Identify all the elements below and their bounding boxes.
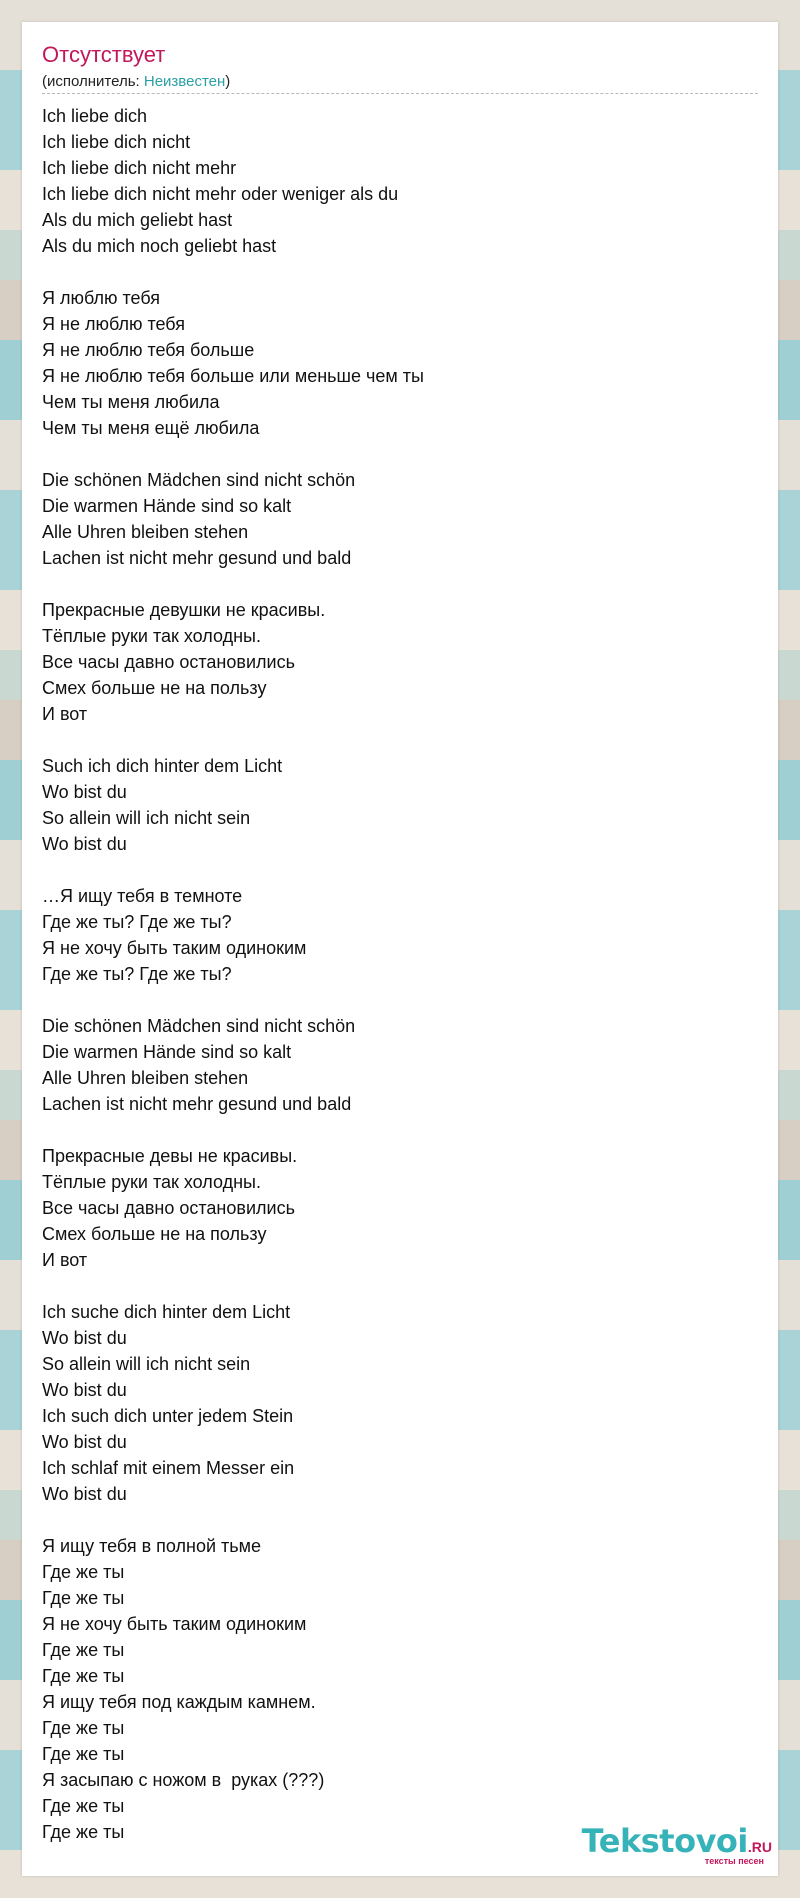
- lyric-line: Прекрасные девы не красивы.: [42, 1146, 298, 1166]
- lyric-line: Ich liebe dich: [42, 106, 148, 126]
- lyric-line: Тёплые руки так холодны.: [42, 1172, 261, 1192]
- lyric-line: Я ищу тебя под каждым камнем.: [42, 1692, 316, 1712]
- artist-suffix: ): [225, 73, 231, 90]
- lyric-line: Смех больше не на пользу: [42, 1224, 267, 1244]
- lyric-line: Als du mich geliebt hast: [42, 210, 233, 230]
- logo-tld: .RU: [747, 1839, 772, 1855]
- lyric-line: Тёплые руки так холодны.: [42, 626, 261, 646]
- lyric-line: Wo bist du: [42, 1432, 127, 1452]
- lyric-line: Где же ты: [42, 1822, 125, 1842]
- logo-name: Tekstovoi: [581, 1822, 748, 1860]
- lyric-line: Все часы давно остановились: [42, 1198, 295, 1218]
- lyric-line: Я люблю тебя: [42, 288, 161, 308]
- stanza-gap: [42, 857, 742, 883]
- lyric-line: Где же ты? Где же ты?: [42, 912, 232, 932]
- lyric-line: Где же ты: [42, 1796, 125, 1816]
- lyric-line: Где же ты: [42, 1666, 125, 1686]
- lyric-line: Я не хочу быть таким одиноким: [42, 938, 307, 958]
- lyric-line: Я не люблю тебя больше или меньше чем ты: [42, 366, 424, 386]
- lyric-line: Я не люблю тебя: [42, 314, 185, 334]
- stanza-gap: [42, 571, 742, 597]
- lyric-line: So allein will ich nicht sein: [42, 1354, 251, 1374]
- lyric-line: Als du mich noch geliebt hast: [42, 236, 277, 256]
- lyric-line: Die schönen Mädchen sind nicht schön: [42, 470, 356, 490]
- lyric-line: Чем ты меня любила: [42, 392, 220, 412]
- site-logo[interactable]: [582, 1822, 772, 1866]
- lyric-line: Ich such dich unter jedem Stein: [42, 1406, 294, 1426]
- lyric-line: Все часы давно остановились: [42, 652, 295, 672]
- lyric-line: Чем ты меня ещё любила: [42, 418, 260, 438]
- lyric-line: So allein will ich nicht sein: [42, 808, 251, 828]
- lyric-line: Ich liebe dich nicht: [42, 132, 191, 152]
- lyric-line: Wo bist du: [42, 834, 127, 854]
- lyric-line: Lachen ist nicht mehr gesund und bald: [42, 1094, 352, 1114]
- lyric-line: Die warmen Hände sind so kalt: [42, 496, 292, 516]
- lyric-line: Я не люблю тебя больше: [42, 340, 255, 360]
- lyric-line: Die warmen Hände sind so kalt: [42, 1042, 292, 1062]
- lyrics-body: [42, 103, 742, 1845]
- stanza-gap: [42, 259, 742, 285]
- lyric-line: Я ищу тебя в полной тьме: [42, 1536, 262, 1556]
- lyric-line: Где же ты: [42, 1718, 125, 1738]
- lyric-line: Я засыпаю с ножом в руках (???): [42, 1770, 325, 1790]
- lyric-line: Где же ты: [42, 1562, 125, 1582]
- stanza-gap: [42, 1507, 742, 1533]
- lyric-line: Wo bist du: [42, 1328, 127, 1348]
- header-divider: [42, 93, 758, 94]
- lyrics-card: [22, 22, 778, 1876]
- stanza-gap: [42, 441, 742, 467]
- lyric-line: Ich liebe dich nicht mehr oder weniger als du: [42, 184, 399, 204]
- lyric-line: Прекрасные девушки не красивы.: [42, 600, 326, 620]
- lyric-line: Alle Uhren bleiben stehen: [42, 522, 249, 542]
- artist-line: [42, 73, 230, 90]
- lyric-line: Смех больше не на пользу: [42, 678, 267, 698]
- logo-tagline: тексты песен: [704, 1856, 764, 1866]
- artist-prefix: (исполнитель:: [42, 73, 144, 90]
- lyric-line: Где же ты? Где же ты?: [42, 964, 232, 984]
- stanza-gap: [42, 727, 742, 753]
- stanza-gap: [42, 987, 742, 1013]
- lyric-line: Die schönen Mädchen sind nicht schön: [42, 1016, 356, 1036]
- lyric-line: Wo bist du: [42, 782, 127, 802]
- lyric-line: Ich liebe dich nicht mehr: [42, 158, 237, 178]
- lyric-line: И вот: [42, 704, 88, 724]
- song-title: Отсутствует: [42, 42, 166, 67]
- lyric-line: Где же ты: [42, 1744, 125, 1764]
- stanza-gap: [42, 1117, 742, 1143]
- lyric-line: Wo bist du: [42, 1484, 127, 1504]
- lyric-line: И вот: [42, 1250, 88, 1270]
- lyric-line: Где же ты: [42, 1640, 125, 1660]
- lyric-line: …Я ищу тебя в темноте: [42, 886, 243, 906]
- lyric-line: Ich suche dich hinter dem Licht: [42, 1302, 291, 1322]
- lyric-line: Lachen ist nicht mehr gesund und bald: [42, 548, 352, 568]
- lyric-line: Such ich dich hinter dem Licht: [42, 756, 283, 776]
- artist-link[interactable]: Неизвестен: [143, 73, 226, 90]
- lyric-line: Alle Uhren bleiben stehen: [42, 1068, 249, 1088]
- lyric-line: Где же ты: [42, 1588, 125, 1608]
- lyric-line: Wo bist du: [42, 1380, 127, 1400]
- stanza-gap: [42, 1273, 742, 1299]
- lyric-line: Я не хочу быть таким одиноким: [42, 1614, 307, 1634]
- lyric-line: Ich schlaf mit einem Messer ein: [42, 1458, 295, 1478]
